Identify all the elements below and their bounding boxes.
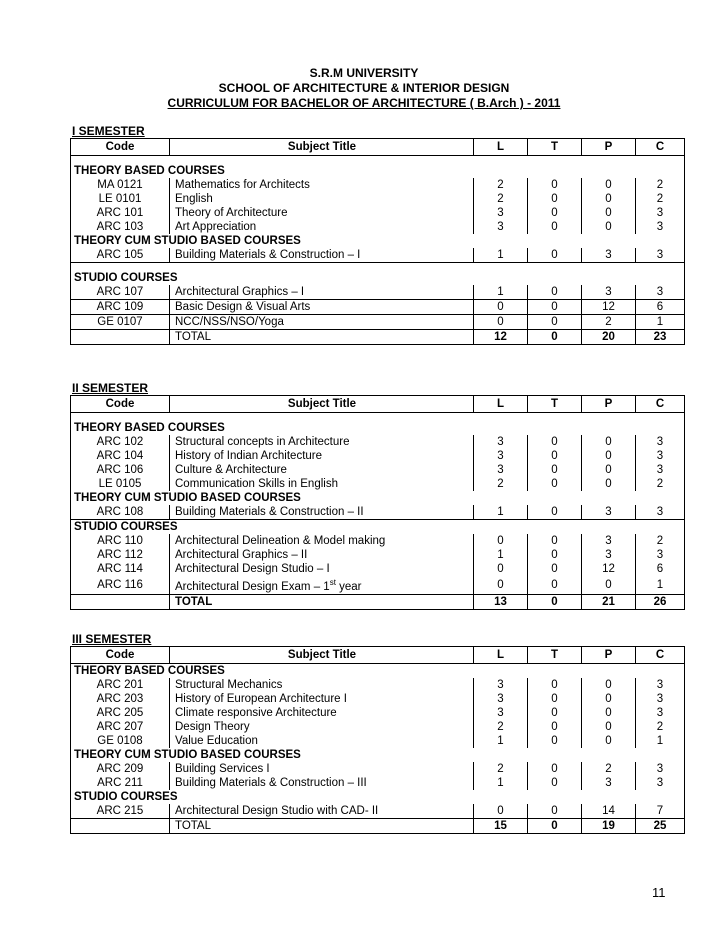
course-title-suffix: year (335, 580, 362, 593)
tutorial-hours: 0 (528, 178, 582, 192)
lecture-hours: 2 (474, 192, 528, 206)
course-title: Communication Skills in English (170, 477, 474, 491)
tutorial-header: T (528, 139, 582, 156)
credits: 3 (636, 692, 685, 706)
credits: 3 (636, 206, 685, 220)
course-code: GE 0107 (71, 315, 170, 330)
total-lecture: 12 (474, 330, 528, 345)
lecture-hours: 1 (474, 734, 528, 748)
tutorial-hours: 0 (528, 285, 582, 300)
practical-hours: 12 (582, 562, 636, 576)
course-row (71, 776, 685, 790)
lecture-hours: 1 (474, 285, 528, 300)
course-title: Design Theory (170, 720, 474, 734)
course-code: GE 0108 (71, 734, 170, 748)
section-heading-row (71, 271, 685, 285)
tutorial-hours: 0 (528, 762, 582, 776)
section-heading-row (71, 790, 685, 804)
course-title: History of European Architecture I (170, 692, 474, 706)
course-title: Architectural Design Studio with CAD- II (170, 804, 474, 819)
section-heading: THEORY BASED COURSES (71, 664, 685, 679)
code-header: Code (71, 139, 170, 156)
lecture-hours: 3 (474, 435, 528, 449)
course-code: ARC 105 (71, 248, 170, 263)
course-title: Culture & Architecture (170, 463, 474, 477)
credits-header: C (636, 396, 685, 413)
practical-hours: 0 (582, 220, 636, 234)
section-heading: STUDIO COURSES (71, 271, 685, 285)
total-row (71, 594, 685, 609)
credits: 3 (636, 706, 685, 720)
course-code: ARC 107 (71, 285, 170, 300)
tutorial-hours: 0 (528, 463, 582, 477)
credits: 2 (636, 192, 685, 206)
credits-header: C (636, 139, 685, 156)
course-code: ARC 106 (71, 463, 170, 477)
practical-hours: 0 (582, 576, 636, 594)
practical-hours: 3 (582, 534, 636, 548)
lecture-hours: 0 (474, 562, 528, 576)
course-code: ARC 102 (71, 435, 170, 449)
credits: 6 (636, 300, 685, 315)
course-code: ARC 108 (71, 505, 170, 520)
total-lecture: 13 (474, 594, 528, 609)
total-practical: 21 (582, 594, 636, 609)
lecture-hours: 1 (474, 776, 528, 790)
tutorial-hours: 0 (528, 776, 582, 790)
course-row (71, 762, 685, 776)
semester-3-title: III SEMESTER (72, 632, 152, 646)
lecture-hours: 0 (474, 576, 528, 594)
course-row (71, 178, 685, 192)
lecture-hours: 2 (474, 178, 528, 192)
total-code-empty (71, 819, 170, 834)
total-code-empty (71, 594, 170, 609)
course-row (71, 505, 685, 520)
tutorial-header: T (528, 647, 582, 664)
credits: 3 (636, 463, 685, 477)
course-title: NCC/NSS/NSO/Yoga (170, 315, 474, 330)
tutorial-hours: 0 (528, 548, 582, 562)
course-code: ARC 101 (71, 206, 170, 220)
total-credits: 26 (636, 594, 685, 609)
course-code: ARC 104 (71, 449, 170, 463)
course-code: LE 0105 (71, 477, 170, 491)
practical-hours: 0 (582, 678, 636, 692)
practical-hours: 0 (582, 178, 636, 192)
semester-2-table (70, 395, 685, 610)
lecture-hours: 0 (474, 315, 528, 330)
tutorial-hours: 0 (528, 315, 582, 330)
course-title: Climate responsive Architecture (170, 706, 474, 720)
practical-hours: 0 (582, 706, 636, 720)
tutorial-hours: 0 (528, 706, 582, 720)
course-code: ARC 103 (71, 220, 170, 234)
semester-1-table (70, 138, 685, 345)
tutorial-hours: 0 (528, 678, 582, 692)
credits: 1 (636, 734, 685, 748)
code-header: Code (71, 396, 170, 413)
course-code: LE 0101 (71, 192, 170, 206)
section-heading: THEORY CUM STUDIO BASED COURSES (71, 234, 685, 248)
course-code: ARC 203 (71, 692, 170, 706)
lecture-header: L (474, 396, 528, 413)
section-heading-row (71, 421, 685, 435)
course-title: Basic Design & Visual Arts (170, 300, 474, 315)
tutorial-header: T (528, 396, 582, 413)
section-heading-row (71, 748, 685, 762)
ordinal-suffix: st (329, 578, 336, 587)
practical-hours: 0 (582, 720, 636, 734)
course-title: History of Indian Architecture (170, 449, 474, 463)
curriculum-title: CURRICULUM FOR BACHELOR OF ARCHITECTURE ( B.Arch ) - 2011 (167, 96, 561, 110)
course-code: ARC 112 (71, 548, 170, 562)
course-row (71, 300, 685, 315)
lecture-hours: 2 (474, 720, 528, 734)
section-heading-row (71, 664, 685, 679)
lecture-hours: 2 (474, 762, 528, 776)
tutorial-hours: 0 (528, 248, 582, 263)
practical-hours: 0 (582, 692, 636, 706)
code-header: Code (71, 647, 170, 664)
course-title: Architectural Design Studio – I (170, 562, 474, 576)
course-row (71, 548, 685, 562)
lecture-hours: 0 (474, 534, 528, 548)
total-lecture: 15 (474, 819, 528, 834)
course-row (71, 285, 685, 300)
practical-hours: 3 (582, 548, 636, 562)
course-title: Value Education (170, 734, 474, 748)
practical-hours: 2 (582, 315, 636, 330)
total-code-empty (71, 330, 170, 345)
practical-header: P (582, 139, 636, 156)
semester-3-table (70, 646, 685, 834)
credits: 3 (636, 285, 685, 300)
subject-title-header: Subject Title (170, 139, 474, 156)
semester-2-title: II SEMESTER (72, 381, 149, 395)
credits: 2 (636, 534, 685, 548)
section-heading: THEORY BASED COURSES (71, 164, 685, 178)
lecture-header: L (474, 647, 528, 664)
lecture-hours: 1 (474, 548, 528, 562)
tutorial-hours: 0 (528, 300, 582, 315)
column-header-row (71, 647, 685, 664)
course-code: ARC 205 (71, 706, 170, 720)
tutorial-hours: 0 (528, 734, 582, 748)
credits: 3 (636, 449, 685, 463)
practical-hours: 2 (582, 762, 636, 776)
total-tutorial: 0 (528, 819, 582, 834)
total-row (71, 819, 685, 834)
lecture-hours: 0 (474, 300, 528, 315)
tutorial-hours: 0 (528, 576, 582, 594)
practical-header: P (582, 396, 636, 413)
course-code: ARC 209 (71, 762, 170, 776)
practical-header: P (582, 647, 636, 664)
course-title: Architectural Delineation & Model making (170, 534, 474, 548)
tutorial-hours: 0 (528, 435, 582, 449)
course-code: ARC 207 (71, 720, 170, 734)
course-title: Architectural Graphics – II (170, 548, 474, 562)
course-row (71, 562, 685, 576)
credits: 1 (636, 576, 685, 594)
total-label: TOTAL (170, 594, 474, 609)
credits: 3 (636, 220, 685, 234)
spacer-row (71, 263, 685, 272)
credits: 3 (636, 435, 685, 449)
credits: 2 (636, 477, 685, 491)
credits: 3 (636, 248, 685, 263)
section-heading-row (71, 234, 685, 248)
section-heading: THEORY CUM STUDIO BASED COURSES (71, 491, 685, 505)
course-row (71, 576, 685, 594)
tutorial-hours: 0 (528, 804, 582, 819)
lecture-hours: 1 (474, 248, 528, 263)
course-code: ARC 109 (71, 300, 170, 315)
course-code: ARC 114 (71, 562, 170, 576)
credits: 3 (636, 548, 685, 562)
lecture-header: L (474, 139, 528, 156)
course-row (71, 804, 685, 819)
tutorial-hours: 0 (528, 692, 582, 706)
lecture-hours: 0 (474, 804, 528, 819)
section-heading: STUDIO COURSES (71, 790, 685, 804)
course-code: ARC 211 (71, 776, 170, 790)
section-heading-row (71, 164, 685, 178)
practical-hours: 3 (582, 505, 636, 520)
course-title: Building Materials & Construction – III (170, 776, 474, 790)
course-code: MA 0121 (71, 178, 170, 192)
section-heading: THEORY CUM STUDIO BASED COURSES (71, 748, 685, 762)
course-row (71, 248, 685, 263)
course-row (71, 449, 685, 463)
tutorial-hours: 0 (528, 477, 582, 491)
course-row (71, 206, 685, 220)
credits: 6 (636, 562, 685, 576)
section-heading: THEORY BASED COURSES (71, 421, 685, 435)
practical-hours: 0 (582, 734, 636, 748)
tutorial-hours: 0 (528, 449, 582, 463)
course-title: Building Materials & Construction – II (170, 505, 474, 520)
spacer-cell (71, 156, 685, 165)
lecture-hours: 3 (474, 706, 528, 720)
course-row (71, 706, 685, 720)
course-title-text: Architectural Design Exam – 1 (175, 580, 330, 593)
course-title: Architectural Graphics – I (170, 285, 474, 300)
total-label: TOTAL (170, 330, 474, 345)
section-heading-row (71, 491, 685, 505)
tutorial-hours: 0 (528, 534, 582, 548)
credits: 3 (636, 678, 685, 692)
course-code: ARC 201 (71, 678, 170, 692)
course-row (71, 734, 685, 748)
credits: 3 (636, 776, 685, 790)
practical-hours: 12 (582, 300, 636, 315)
total-row (71, 330, 685, 345)
total-practical: 19 (582, 819, 636, 834)
lecture-hours: 3 (474, 678, 528, 692)
lecture-hours: 3 (474, 220, 528, 234)
course-code: ARC 110 (71, 534, 170, 548)
column-header-row (71, 139, 685, 156)
course-code: ARC 215 (71, 804, 170, 819)
lecture-hours: 3 (474, 206, 528, 220)
spacer-cell (71, 413, 685, 422)
course-row (71, 477, 685, 491)
total-credits: 23 (636, 330, 685, 345)
course-row (71, 220, 685, 234)
tutorial-hours: 0 (528, 206, 582, 220)
course-title: Building Services I (170, 762, 474, 776)
course-row (71, 435, 685, 449)
credits: 2 (636, 178, 685, 192)
practical-hours: 0 (582, 435, 636, 449)
practical-hours: 0 (582, 477, 636, 491)
course-title: Structural Mechanics (170, 678, 474, 692)
lecture-hours: 3 (474, 449, 528, 463)
credits: 1 (636, 315, 685, 330)
lecture-hours: 2 (474, 477, 528, 491)
lecture-hours: 1 (474, 505, 528, 520)
tutorial-hours: 0 (528, 220, 582, 234)
section-heading: STUDIO COURSES (71, 520, 685, 535)
school-name: SCHOOL OF ARCHITECTURE & INTERIOR DESIGN (218, 81, 510, 95)
tutorial-hours: 0 (528, 505, 582, 520)
course-title: English (170, 192, 474, 206)
credits: 7 (636, 804, 685, 819)
practical-hours: 3 (582, 248, 636, 263)
course-row (71, 678, 685, 692)
lecture-hours: 3 (474, 463, 528, 477)
practical-hours: 0 (582, 206, 636, 220)
credits: 2 (636, 720, 685, 734)
course-row (71, 534, 685, 548)
credits: 3 (636, 762, 685, 776)
course-title: Theory of Architecture (170, 206, 474, 220)
lecture-hours: 3 (474, 692, 528, 706)
course-code: ARC 116 (71, 576, 170, 594)
practical-hours: 0 (582, 192, 636, 206)
tutorial-hours: 0 (528, 192, 582, 206)
practical-hours: 3 (582, 776, 636, 790)
course-title: Building Materials & Construction – I (170, 248, 474, 263)
course-row (71, 720, 685, 734)
semester-1-title: I SEMESTER (72, 124, 145, 138)
course-row (71, 692, 685, 706)
practical-hours: 0 (582, 449, 636, 463)
course-title (170, 576, 474, 594)
total-label: TOTAL (170, 819, 474, 834)
total-practical: 20 (582, 330, 636, 345)
total-tutorial: 0 (528, 594, 582, 609)
course-title: Mathematics for Architects (170, 178, 474, 192)
practical-hours: 3 (582, 285, 636, 300)
spacer-row (71, 413, 685, 422)
practical-hours: 0 (582, 463, 636, 477)
subject-title-header: Subject Title (170, 396, 474, 413)
course-row (71, 463, 685, 477)
tutorial-hours: 0 (528, 720, 582, 734)
subject-title-header: Subject Title (170, 647, 474, 664)
course-title: Art Appreciation (170, 220, 474, 234)
credits: 3 (636, 505, 685, 520)
university-name: S.R.M UNIVERSITY (309, 66, 419, 80)
total-credits: 25 (636, 819, 685, 834)
course-row (71, 315, 685, 330)
column-header-row (71, 396, 685, 413)
tutorial-hours: 0 (528, 562, 582, 576)
section-heading-row (71, 520, 685, 535)
total-tutorial: 0 (528, 330, 582, 345)
course-row (71, 192, 685, 206)
course-title: Structural concepts in Architecture (170, 435, 474, 449)
practical-hours: 14 (582, 804, 636, 819)
credits-header: C (636, 647, 685, 664)
spacer-cell (71, 263, 685, 272)
spacer-row (71, 156, 685, 165)
page-number: 11 (652, 885, 666, 900)
